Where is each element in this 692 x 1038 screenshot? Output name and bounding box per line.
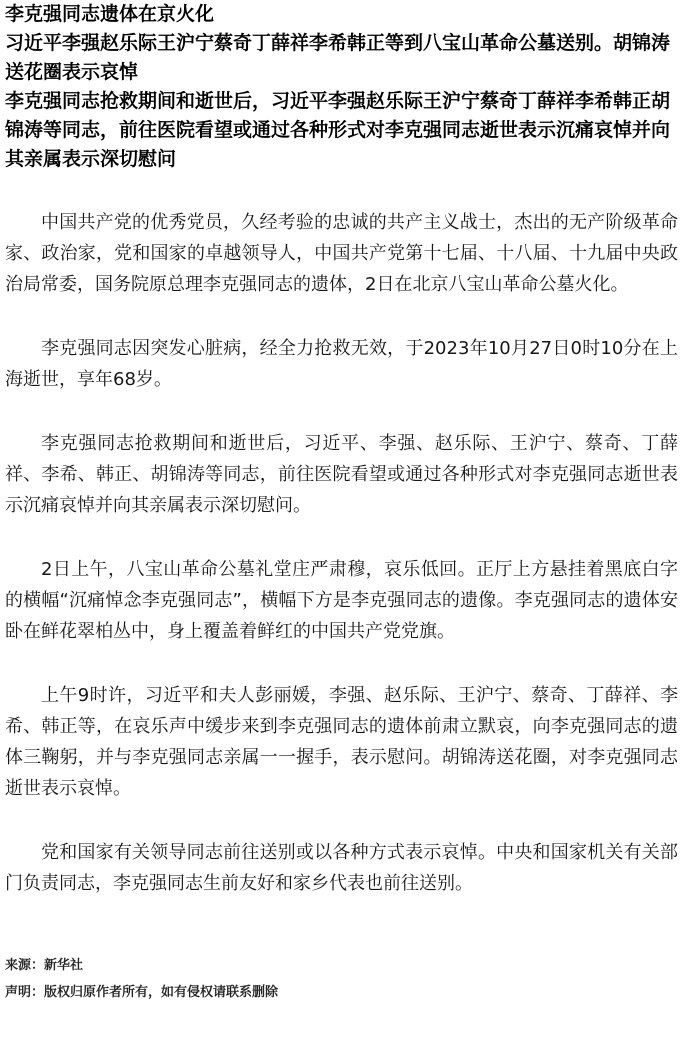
article-subheadline: 习近平李强赵乐际王沪宁蔡奇丁薛祥李希韩正等到八宝山革命公墓送别。胡锦涛送花圈表示哀悼 xyxy=(5,32,671,83)
article-disclaimer: 声明：版权归原作者所有，如有侵权请联系删除 xyxy=(5,985,279,1000)
article-headline: 李克强同志遗体在京火化 xyxy=(5,3,215,25)
article-body xyxy=(5,207,678,899)
article-header xyxy=(5,0,678,174)
article-standfirst: 李克强同志抢救期间和逝世后，习近平李强赵乐际王沪宁蔡奇丁薛祥李希韩正胡锦涛等同志，前往医院看望或通过各种形式对李克强同志逝世表示沉痛哀悼并向其亲属表示深切慰问 xyxy=(5,90,671,170)
article-paragraph: 李克强同志抢救期间和逝世后，习近平、李强、赵乐际、王沪宁、蔡奇、丁薛祥、李希、韩正、胡锦涛等同志，前往医院看望或通过各种形式对李克强同志逝世表示沉痛哀悼并向其亲属表示深切慰问。 xyxy=(5,433,678,516)
article-source: 来源：新华社 xyxy=(5,958,84,973)
article-paragraph: 李克强同志因突发心脏病，经全力抢救无效，于2023年10月27日0时10分在上海逝世，享年68岁。 xyxy=(5,338,678,390)
article-footer xyxy=(5,952,678,1006)
article-paragraph: 上午9时许，习近平和夫人彭丽媛，李强、赵乐际、王沪宁、蔡奇、丁薛祥、李希、韩正等，在哀乐声中缓步来到李克强同志的遗体前肃立默哀，向李克强同志的遗体三鞠躬，并与李克强同志亲属一一握手，表示慰问。胡锦涛送花圈，对李克强同志逝世表示哀悼。 xyxy=(5,685,678,799)
article-paragraph: 中国共产党的优秀党员，久经考验的忠诚的共产主义战士，杰出的无产阶级革命家、政治家，党和国家的卓越领导人，中国共产党第十七届、十八届、十九届中央政治局常委，国务院原总理李克强同志的遗体，2日在北京八宝山革命公墓火化。 xyxy=(5,212,678,295)
article-paragraph: 2日上午，八宝山革命公墓礼堂庄严肃穆，哀乐低回。正厅上方悬挂着黑底白字的横幅“沉痛悼念李克强同志”，横幅下方是李克强同志的遗像。李克强同志的遗体安卧在鲜花翠柏丛中，身上覆盖着鲜红的中国共产党党旗。 xyxy=(5,559,678,642)
article-paragraph: 党和国家有关领导同志前往送别或以各种方式表示哀悼。中央和国家机关有关部门负责同志，李克强同志生前友好和家乡代表也前往送别。 xyxy=(5,842,678,894)
